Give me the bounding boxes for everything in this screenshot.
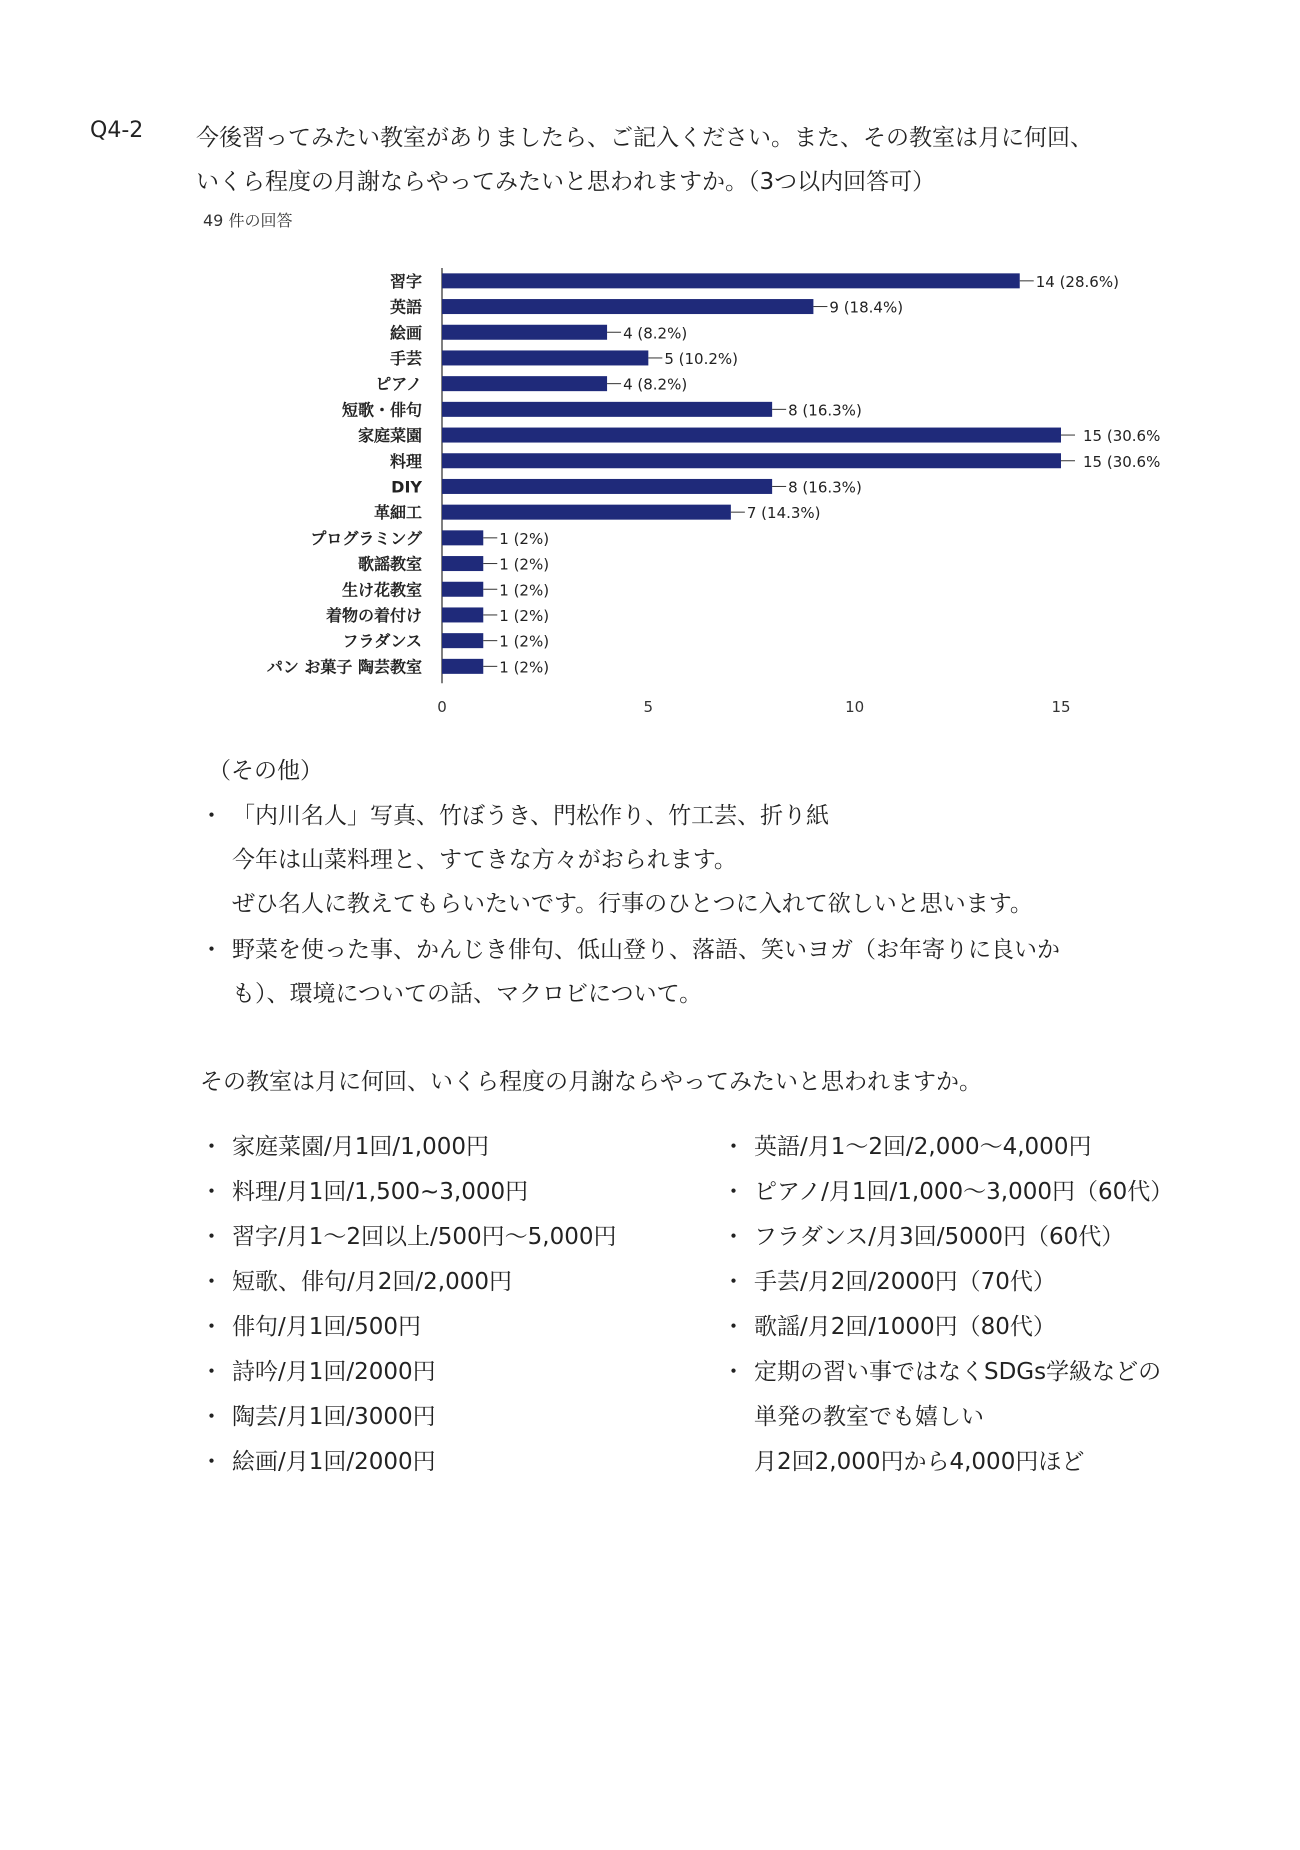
bar-data-label: 7 (14.3%) (746, 504, 821, 523)
prices-right-column (722, 1125, 1242, 1485)
bullet: ・ (200, 803, 223, 829)
category-label: 歌謡教室 (357, 554, 422, 574)
category-label: 家庭菜園 (357, 426, 422, 446)
other-item-line: 今年は山菜料理と、すてきな方々がおられます。 (232, 847, 737, 873)
bar-data-label: 4 (8.2%) (623, 375, 688, 394)
bullet: ・ (200, 1269, 223, 1295)
x-tick-label: 0 (437, 698, 447, 717)
bullet: ・ (200, 1314, 223, 1340)
price-item-text: 短歌、俳句/月2回/2,000円 (232, 1269, 512, 1295)
bar (442, 479, 772, 494)
price-item-text: 英語/月1～2回/2,000～4,000円 (754, 1134, 1092, 1160)
bullet: ・ (200, 1224, 223, 1250)
category-label: ピアノ (375, 374, 422, 394)
price-item-text: 歌謡/月2回/1000円（80代） (754, 1314, 1056, 1340)
price-item (722, 1350, 1242, 1485)
price-item (200, 1395, 700, 1440)
bar (442, 633, 483, 648)
bar-data-label: 1 (2%) (499, 555, 550, 574)
price-item-text: 家庭菜園/月1回/1,000円 (232, 1134, 489, 1160)
bullet: ・ (200, 1404, 223, 1430)
price-item (200, 1305, 700, 1350)
category-label: フラダンス (342, 631, 422, 651)
bullet: ・ (722, 1179, 745, 1205)
bar (442, 530, 483, 545)
bar-data-label: 1 (2%) (499, 658, 550, 677)
other-item-line: ぜひ名人に教えてもらいたいです。行事のひとつに入れて欲しいと思います。 (232, 891, 1033, 917)
bar (442, 607, 483, 622)
response-count: 49 件の回答 (203, 211, 293, 230)
bar-data-label: 5 (10.2%) (664, 349, 739, 368)
question-number: Q4-2 (90, 118, 144, 143)
price-item-text: 俳句/月1回/500円 (232, 1314, 422, 1340)
other-item-line: 「内川名人」写真、竹ぼうき、門松作り、竹工芸、折り紙 (232, 803, 830, 829)
price-item-text: 絵画/月1回/2000円 (232, 1449, 436, 1475)
category-label: 着物の着付け (325, 605, 422, 625)
price-item-text: フラダンス/月3回/5000円（60代） (754, 1224, 1125, 1250)
price-item (200, 1260, 700, 1305)
bullet: ・ (722, 1314, 745, 1340)
prices-left-column (200, 1125, 700, 1485)
other-item (200, 928, 1200, 1016)
price-item (722, 1170, 1242, 1215)
category-label: 革細工 (373, 503, 422, 523)
bullet: ・ (200, 1134, 223, 1160)
category-label: 手芸 (389, 348, 422, 368)
category-label: 習字 (389, 271, 422, 291)
bar (442, 273, 1020, 288)
bar-data-label: 9 (18.4%) (829, 298, 904, 317)
bullet: ・ (200, 937, 223, 963)
price-item-text: ピアノ/月1回/1,000～3,000円（60代） (754, 1179, 1174, 1205)
bar-data-label: 14 (28.6%) (1035, 272, 1119, 291)
bullet: ・ (200, 1179, 223, 1205)
question-text-line2: いくら程度の月謝ならやってみたいと思われますか。（3つ以内回答可） (196, 169, 936, 195)
bar-data-label: 8 (16.3%) (788, 401, 862, 420)
category-label: 絵画 (389, 323, 422, 343)
category-label: 短歌・俳句 (341, 400, 422, 420)
bullet: ・ (722, 1134, 745, 1160)
price-item (200, 1215, 700, 1260)
bullet: ・ (722, 1224, 745, 1250)
bar (442, 376, 607, 391)
price-item (722, 1215, 1242, 1260)
price-item-text: 単発の教室でも嬉しい (754, 1404, 984, 1430)
bar (442, 505, 731, 520)
bar-data-label: 1 (2%) (499, 581, 550, 600)
bar (442, 402, 772, 417)
category-label: プログラミング (310, 528, 422, 548)
x-tick-label: 15 (1051, 698, 1071, 717)
price-item-text: 月2回2,000円から4,000円ほど (754, 1449, 1085, 1475)
other-item-line: 野菜を使った事、かんじき俳句、低山登り、落語、笑いヨガ（お年寄りに良いか (232, 937, 1060, 963)
other-item-line: も）、環境についての話、マクロビについて。 (232, 981, 703, 1007)
bar (442, 299, 813, 314)
category-label: 生け花教室 (341, 580, 422, 600)
bar (442, 350, 648, 365)
bar-data-label: 15 (30.6% (1083, 452, 1161, 471)
price-item (200, 1170, 700, 1215)
price-item-text: 詩吟/月1回/2000円 (232, 1359, 436, 1385)
bar (442, 325, 607, 340)
x-tick-label: 5 (643, 698, 654, 717)
x-tick-label: 10 (845, 698, 865, 717)
bar (442, 453, 1061, 468)
price-item-text: 定期の習い事ではなくSDGs学級などの (754, 1359, 1162, 1385)
bar-data-label: 1 (2%) (499, 632, 550, 651)
price-item-text: 料理/月1回/1,500~3,000円 (232, 1179, 529, 1205)
bar-data-label: 1 (2%) (499, 606, 550, 625)
bar (442, 582, 483, 597)
price-item (722, 1125, 1242, 1170)
category-label: 英語 (389, 297, 422, 317)
price-item-text: 手芸/月2回/2000円（70代） (754, 1269, 1056, 1295)
question-text-line1: 今後習ってみたい教室がありましたら、ご記入ください。また、その教室は月に何回、 (196, 125, 1093, 151)
price-item-text: 習字/月1～2回以上/500円～5,000円 (232, 1224, 617, 1250)
bar-data-label: 1 (2%) (499, 529, 550, 548)
category-label: 料理 (389, 451, 422, 471)
bullet: ・ (722, 1269, 745, 1295)
bar (442, 659, 483, 674)
price-item-text: 陶芸/月1回/3000円 (232, 1404, 436, 1430)
price-item (200, 1440, 700, 1485)
bullet: ・ (722, 1359, 745, 1385)
bullet: ・ (200, 1449, 223, 1475)
prices-question: その教室は月に何回、いくら程度の月謝ならやってみたいと思われますか。 (200, 1069, 982, 1095)
price-item (200, 1350, 700, 1395)
other-list (200, 794, 1200, 1018)
other-heading: （その他） (208, 758, 323, 784)
bar-chart (0, 0, 1300, 740)
price-item (722, 1305, 1242, 1350)
bar (442, 556, 483, 571)
category-label: DIY (391, 477, 422, 497)
bar-data-label: 8 (16.3%) (788, 478, 862, 497)
bar-data-label: 15 (30.6% (1083, 427, 1161, 446)
bar (442, 428, 1061, 443)
other-item (200, 794, 1200, 926)
price-item (200, 1125, 700, 1170)
category-label: パン お菓子 陶芸教室 (266, 657, 422, 677)
bullet: ・ (200, 1359, 223, 1385)
bar-data-label: 4 (8.2%) (623, 324, 688, 343)
price-item (722, 1260, 1242, 1305)
